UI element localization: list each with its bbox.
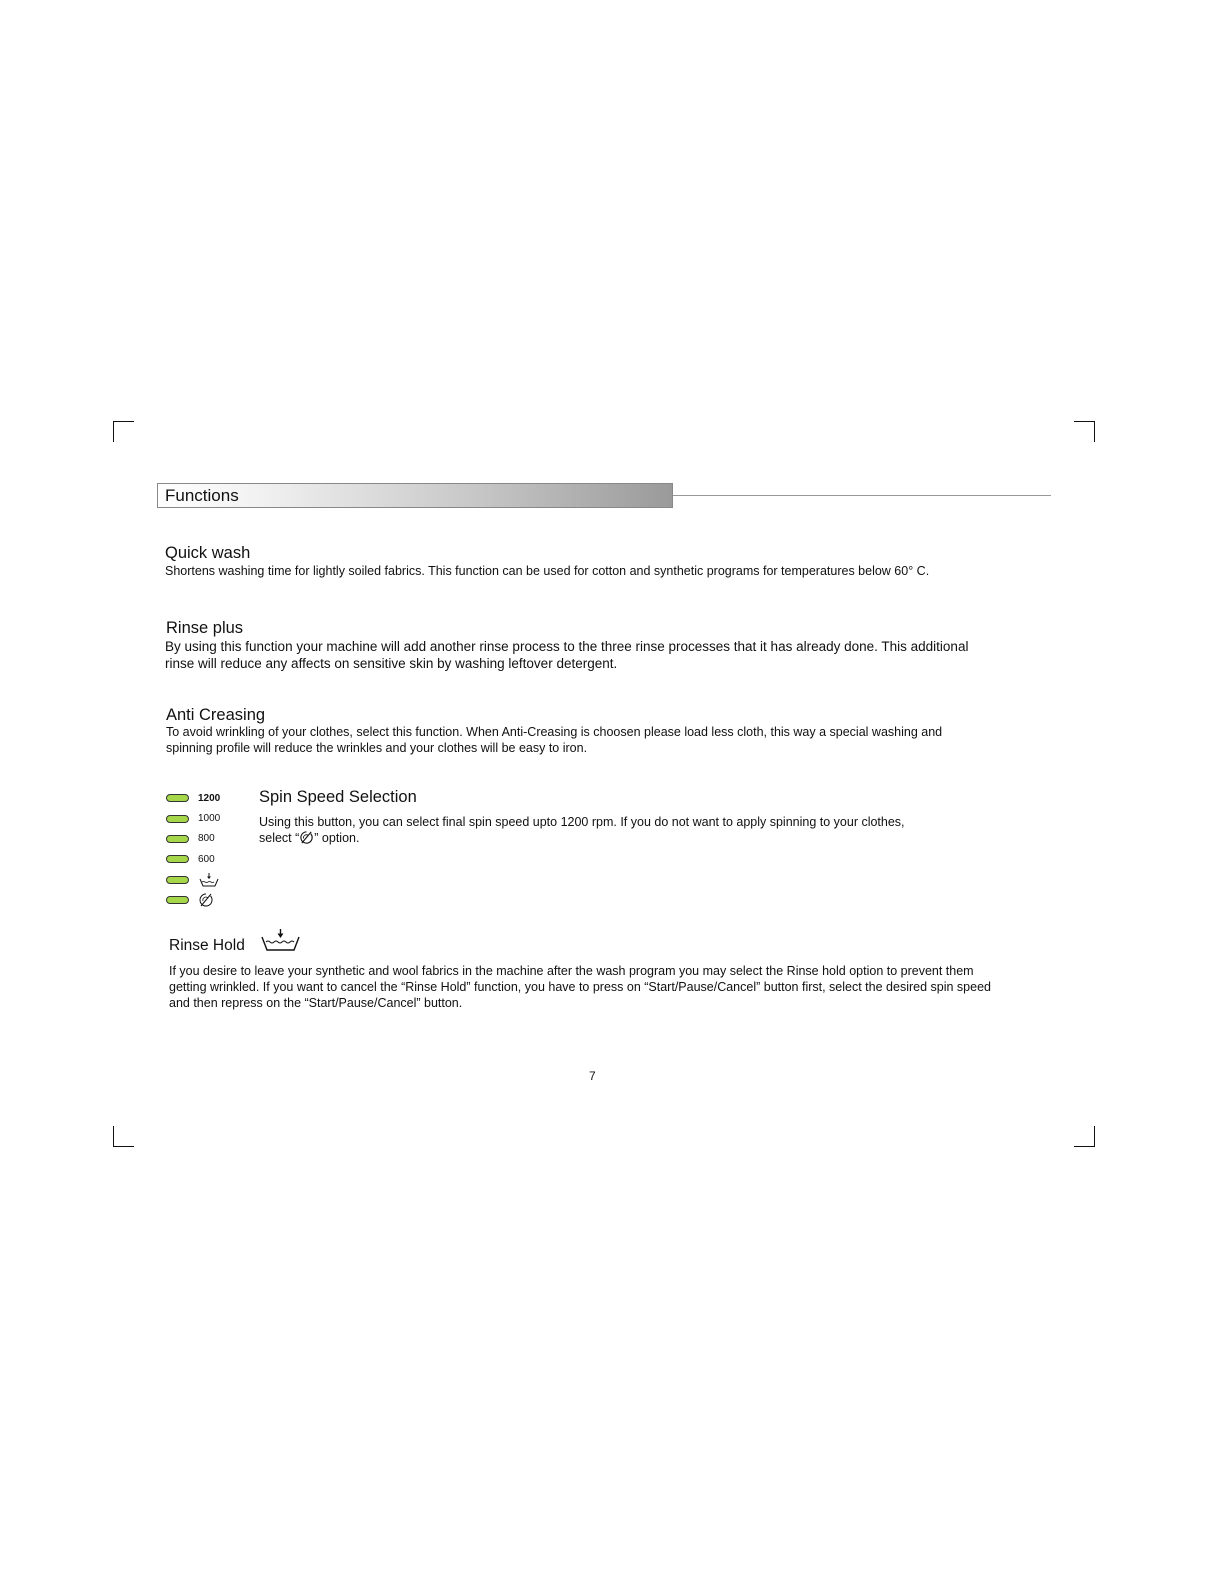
section-title: Functions xyxy=(165,486,239,505)
rinse-hold-body: If you desire to leave your synthetic and wool fabrics in the machine after the wash program you may select the Rinse hold option to prevent them getting wrinkled. If you want to cancel the “Rinse Hold” function, you have to press on “Start/Pause/Cancel” button first, select the desired spin speed and then repress on the “Start/Pause/Cancel” button. xyxy=(169,964,991,1010)
led-indicator xyxy=(166,794,189,802)
no-spin-icon xyxy=(299,830,314,849)
led-indicator xyxy=(166,896,189,904)
section-rule xyxy=(673,495,1051,496)
crop-mark-bottom-right xyxy=(1074,1126,1095,1147)
rinse-plus-body: By using this function your machine will add another rinse process to the three rinse processes that it has already done. This additional rinse will reduce any affects on sensitive skin by washing leftover detergent. xyxy=(165,639,969,671)
led-indicator xyxy=(166,835,189,843)
spin-speed-body-text-end: ” option. xyxy=(314,831,360,845)
spin-option-label: 1200 xyxy=(198,792,221,804)
rinse-hold-icon xyxy=(261,928,301,957)
spin-speed-body-text: Using this button, you can select final spin speed upto 1200 rpm. If you do not want to apply spinning to your clothes, select “ xyxy=(259,815,905,845)
crop-mark-bottom-left xyxy=(113,1126,134,1147)
spin-speed-heading: Spin Speed Selection xyxy=(259,788,417,806)
spin-option-label: 1000 xyxy=(198,813,221,825)
spin-option-label: 600 xyxy=(198,853,215,865)
page-number: 7 xyxy=(589,1069,596,1083)
quick-wash-body: Shortens washing time for lightly soiled fabrics. This function can be used for cotton and synthetic programs for temperatures below 60° C. xyxy=(165,564,930,578)
spin-speed-indicator-list xyxy=(166,788,220,910)
crop-mark-top-right xyxy=(1074,421,1095,442)
quick-wash-heading: Quick wash xyxy=(165,544,251,562)
rinse-plus-heading: Rinse plus xyxy=(166,619,244,637)
anti-creasing-body: To avoid wrinkling of your clothes, select this function. When Anti-Creasing is choosen please load less cloth, this way a special washing and spinning profile will reduce the wrinkles and your clothes will be easy to iron. xyxy=(166,725,943,755)
spin-option-no-spin xyxy=(166,890,220,910)
spin-option-600 xyxy=(166,849,220,869)
spin-speed-body xyxy=(259,814,919,849)
spin-option-rinse-hold xyxy=(166,870,220,890)
rinse-hold-heading: Rinse Hold xyxy=(169,937,245,954)
spin-option-1000 xyxy=(166,808,220,828)
anti-creasing-heading: Anti Creasing xyxy=(166,706,266,724)
led-indicator xyxy=(166,876,189,884)
section-header-bar xyxy=(157,483,673,508)
crop-mark-top-left xyxy=(113,421,134,442)
no-spin-icon xyxy=(198,892,214,908)
spin-option-800 xyxy=(166,829,220,849)
rinse-hold-icon xyxy=(198,873,220,887)
led-indicator xyxy=(166,815,189,823)
spin-option-label: 800 xyxy=(198,833,215,845)
spin-option-1200 xyxy=(166,788,220,808)
led-indicator xyxy=(166,855,189,863)
